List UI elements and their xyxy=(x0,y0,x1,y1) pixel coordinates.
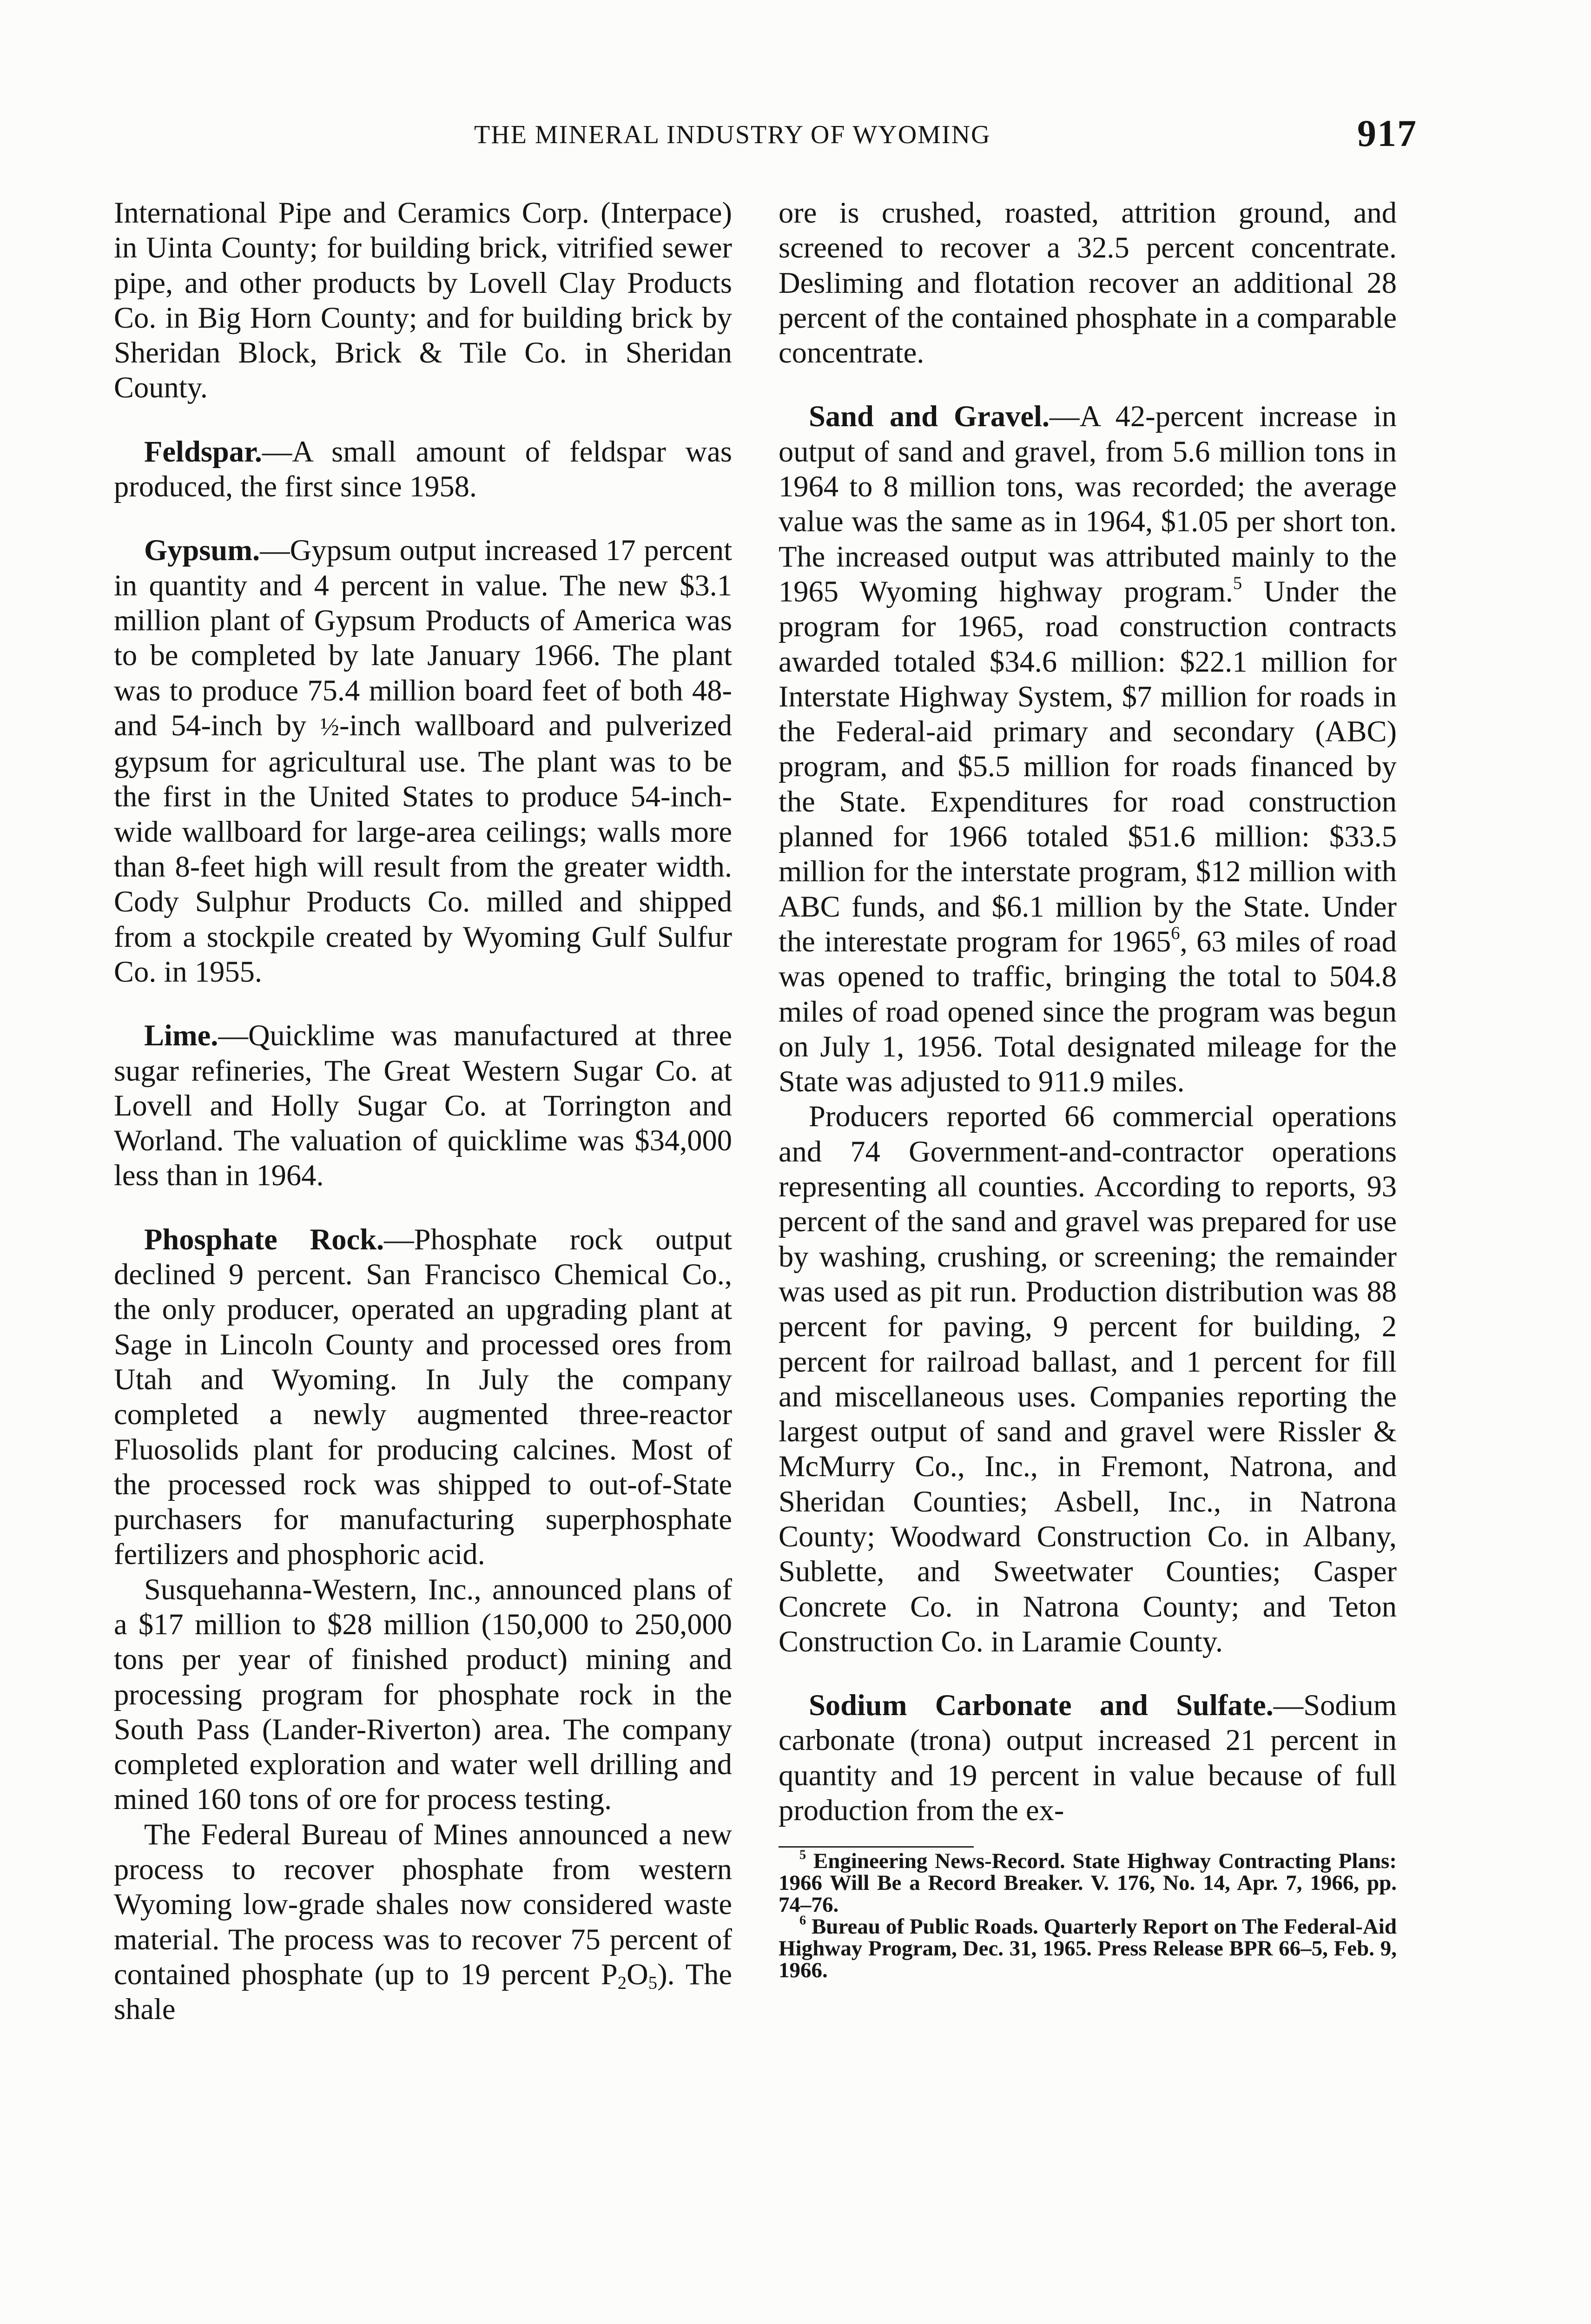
footnote-6 xyxy=(779,1913,1397,1983)
run-in-head-sodium-carbonate: Sodium Carbonate and Sulfate. xyxy=(809,1689,1274,1722)
sand-text-c: , 63 miles of road was opened to traffic, bringing the total to 504.8 miles of road opened since the program was begun on July 1, 1956. Total designated mileage for the State was adjusted to 911.9 miles. xyxy=(779,924,1397,1098)
footnote-5-mark: 5 xyxy=(799,1848,806,1862)
running-head: THE MINERAL INDUSTRY OF WYOMING xyxy=(474,120,991,149)
paragraph-susquehanna: Susquehanna-Western, Inc., announced plans of a $17 million to $28 million (150,000 to 250,000 tons per year of finished product) mining and processing program for phosphate rock in the South Pass (Lander-Riverton) area. The company completed exploration and water well drilling and mined 160 tons of ore for process testing. xyxy=(114,1572,732,1816)
footnote-5-text: Engineering News-Record. State Highway Contracting Plans: 1966 Will Be a Record Breaker. V. 176, No. 14, Apr. 7, 1966, pp. 74–76. xyxy=(779,1849,1397,1917)
run-in-head-phosphate-rock: Phosphate Rock. xyxy=(144,1222,384,1256)
bureau-text-a: The Federal Bureau of Mines announced a new process to recover phosphate from western Wyoming low-grade shales now considered waste material. The process was to recover 75 percent of contained phosphate (up to 19 percent P xyxy=(114,1817,732,1991)
gypsum-text-a: —Gypsum output increased 17 percent in quantity and 4 percent in value. The new $3.1 million plant of Gypsum Products of America was to be completed by late January 1966. The plant was to produce 75.4 million board feet of both 48- and 54-inch by xyxy=(114,534,732,742)
right-column xyxy=(779,195,1397,1981)
sand-text-b: Under the program for 1965, road construction contracts awarded totaled $34.6 million: $22.1 million for Interstate Highway System, $7 million for roads in the Federal-aid primary and secondary (ABC) program, and $5.5 million for roads financed by the State. Expenditures for road construction planned for 1966 totaled $51.6 million: $33.5 million for the interstate program, $12 million with ABC funds, and $6.1 million by the State. Under the interestate program for 1965 xyxy=(779,574,1397,958)
paragraph-gypsum xyxy=(114,533,732,989)
bureau-oxygen: O xyxy=(627,1957,648,1991)
paragraph-ore-continued: ore is crushed, roasted, attrition ground, and screened to recover a 32.5 percent concentrate. Desliming and flotation recover an additional 28 percent of the contained phosphate in a comparable concentrate. xyxy=(779,196,1397,370)
paragraph-feldspar xyxy=(114,434,732,504)
footnotes xyxy=(779,1850,1397,1981)
footnote-rule xyxy=(779,1846,974,1848)
footnote-ref-6: 6 xyxy=(1171,923,1180,943)
paragraph-producers: Producers reported 66 commercial operations and 74 Government-and-contractor operations representing all counties. According to reports, 93 percent of the sand and gravel was prepared for use by washing, crushing, or screening; the remainder was used as pit run. Production distribution was 88 percent for paving, 9 percent for building, 2 percent for railroad ballast, and 1 percent for fill and miscellaneous uses. Companies reporting the largest output of sand and gravel were Rissler & McMurry Co., Inc., in Fremont, Natrona, and Sheridan Counties; Asbell, Inc., in Natrona County; Woodward Construction Co. in Albany, Sublette, and Sweetwater Counties; Casper Concrete Co. in Natrona County; and Teton Construction Co. in Laramie County. xyxy=(779,1100,1397,1658)
page-number: 917 xyxy=(1357,112,1417,154)
sodium-text: —Sodium carbonate (trona) output increased 21 percent in quantity and 19 percent in value because of full production from the ex- xyxy=(779,1689,1397,1827)
footnote-5 xyxy=(779,1850,1397,1916)
paragraph-bureau-of-mines xyxy=(114,1817,732,2027)
run-in-head-gypsum: Gypsum. xyxy=(144,534,260,567)
subscript-5: 5 xyxy=(648,1973,658,1993)
run-in-head-sand-and-gravel: Sand and Gravel. xyxy=(809,400,1050,433)
fraction-half: ½ xyxy=(320,712,339,741)
run-in-head-lime: Lime. xyxy=(144,1019,218,1052)
footnote-ref-5: 5 xyxy=(1233,573,1242,593)
bureau-text-b: ). The shale xyxy=(114,1957,732,2026)
run-in-head-feldspar: Feldspar. xyxy=(144,435,262,468)
paragraph-sodium-carbonate xyxy=(779,1688,1397,1828)
footnote-6-mark: 6 xyxy=(799,1913,806,1928)
paragraph-lime xyxy=(114,1018,732,1193)
subscript-2: 2 xyxy=(617,1973,627,1993)
left-column xyxy=(114,195,732,2027)
paragraph-clay-continued: International Pipe and Ceramics Corp. (Interpace) in Uinta County; for building brick, vitrified sewer pipe, and other products by Lovell Clay Products Co. in Big Horn County; and for building brick by Sheridan Block, Brick & Tile Co. in Sheridan County. xyxy=(114,196,732,404)
paragraph-phosphate-rock xyxy=(114,1222,732,1572)
gypsum-text-b: -inch wallboard and pulverized gypsum for agricultural use. The plant was to be the first in the United States to produce 54-inch-wide wallboard for large-area ceilings; walls more than 8-feet high will result from the greater width. Cody Sulphur Products Co. milled and shipped from a stockpile created by Wyoming Gulf Sulfur Co. in 1955. xyxy=(114,708,732,988)
feldspar-text: —A small amount of feldspar was produced, the first since 1958. xyxy=(114,435,732,503)
phosphate-text: —Phosphate rock output declined 9 percent. San Francisco Chemical Co., the only producer, operated an upgrading plant at Sage in Lincoln County and processed ores from Utah and Wyoming. In July the company completed a newly augmented three-reactor Fluosolids plant for producing calcines. Most of the processed rock was shipped to out-of-State purchasers for manufacturing superphosphate fertilizers and phosphoric acid. xyxy=(114,1222,732,1571)
paragraph-sand-and-gravel xyxy=(779,399,1397,1099)
lime-text: —Quicklime was manufactured at three sugar refineries, The Great Western Sugar Co. at Lovell and Holly Sugar Co. at Torrington and Worland. The valuation of quicklime was $34,000 less than in 1964. xyxy=(114,1019,732,1192)
sand-text-a: —A 42-percent increase in output of sand and gravel, from 5.6 million tons in 1964 to 8 million tons, was recorded; the average value was the same as in 1964, $1.05 per short ton. The increased output was attributed mainly to the 1965 Wyoming highway program. xyxy=(779,400,1397,608)
footnote-6-text: Bureau of Public Roads. Quarterly Report on The Federal-Aid Highway Program, Dec. 31, 1965. Press Release BPR 66–5, Feb. 9, 1966. xyxy=(779,1915,1397,1983)
